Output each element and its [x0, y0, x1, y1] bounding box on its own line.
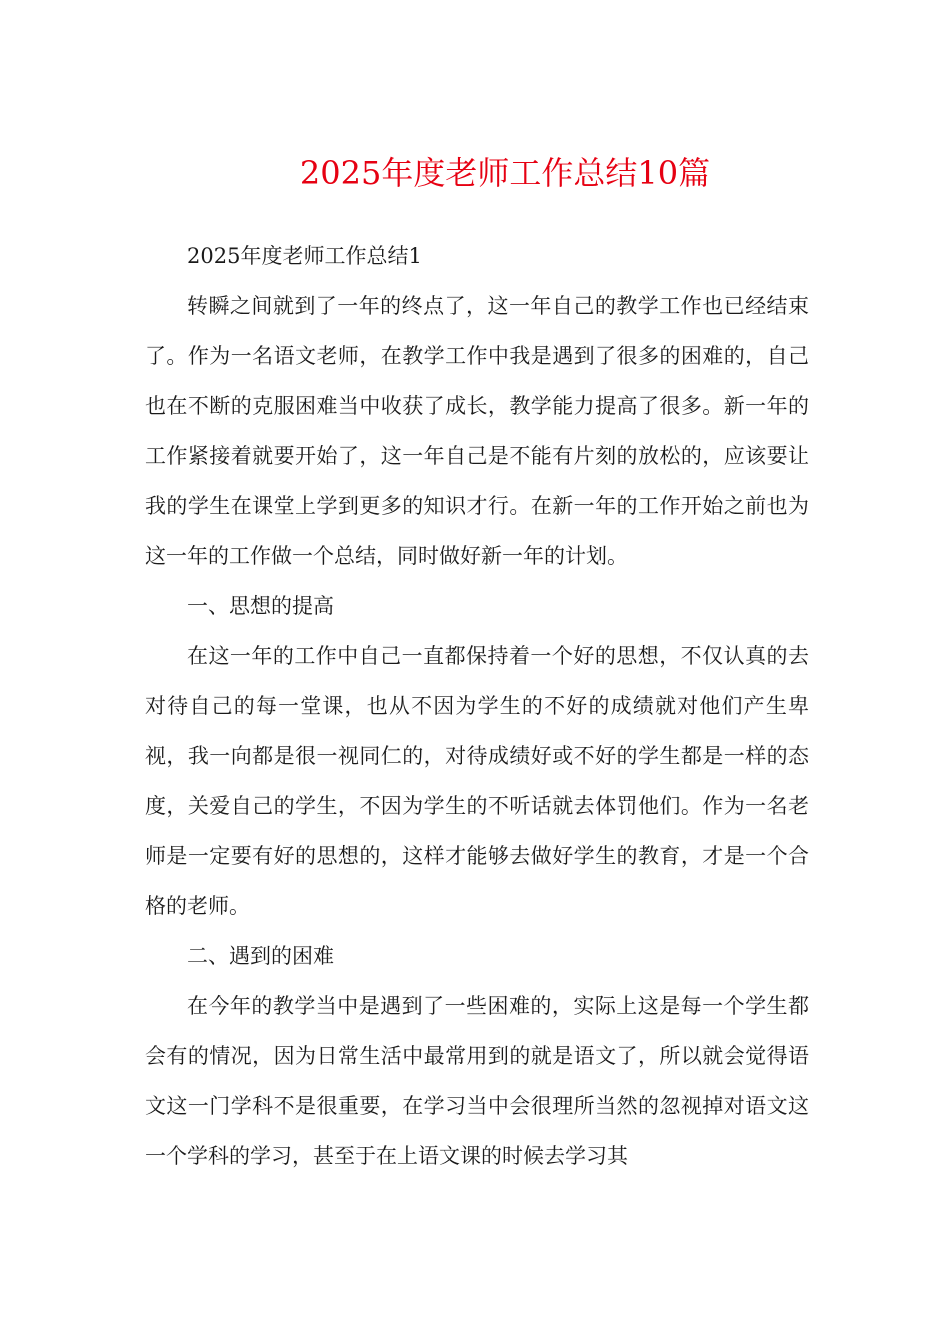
subheading-difficulty: 二、遇到的困难: [187, 944, 334, 968]
section-heading-1: 2025年度老师工作总结1: [187, 244, 422, 268]
subheading-thought: 一、思想的提高: [187, 594, 334, 618]
document-title: 2025年度老师工作总结10篇: [299, 154, 711, 193]
body-paragraph: 转瞬之间就到了一年的终点了，这一年自己的教学工作也已经结束了。作为一名语文老师，在教学工作中我是遇到了很多的困难的，自己也在不断的克服困难当中收获了成长，教学能力提高了很多。新一年的工作紧接着就要开始了，这一年自己是不能有片刻的放松的，应该要让我的学生在课堂上学到更多的知识才行。在新一年的工作开始之前也为这一年的工作做一个总结，同时做好新一年的计划。: [145, 294, 809, 568]
document-body: [145, 231, 809, 1181]
body-paragraph: 在这一年的工作中自己一直都保持着一个好的思想，不仅认真的去对待自己的每一堂课，也从不因为学生的不好的成绩就对他们产生卑视，我一向都是很一视同仁的，对待成绩好或不好的学生都是一样的态度，关爱自己的学生，不因为学生的不听话就去体罚他们。作为一名老师是一定要有好的思想的，这样才能够去做好学生的教育，才是一个合格的老师。: [145, 644, 809, 918]
body-paragraph: 在今年的教学当中是遇到了一些困难的，实际上这是每一个学生都会有的情况，因为日常生活中最常用到的就是语文了，所以就会觉得语文这一门学科不是很重要，在学习当中会很理所当然的忽视掉对语文这一个学科的学习，甚至于在上语文课的时候去学习其: [145, 994, 809, 1168]
